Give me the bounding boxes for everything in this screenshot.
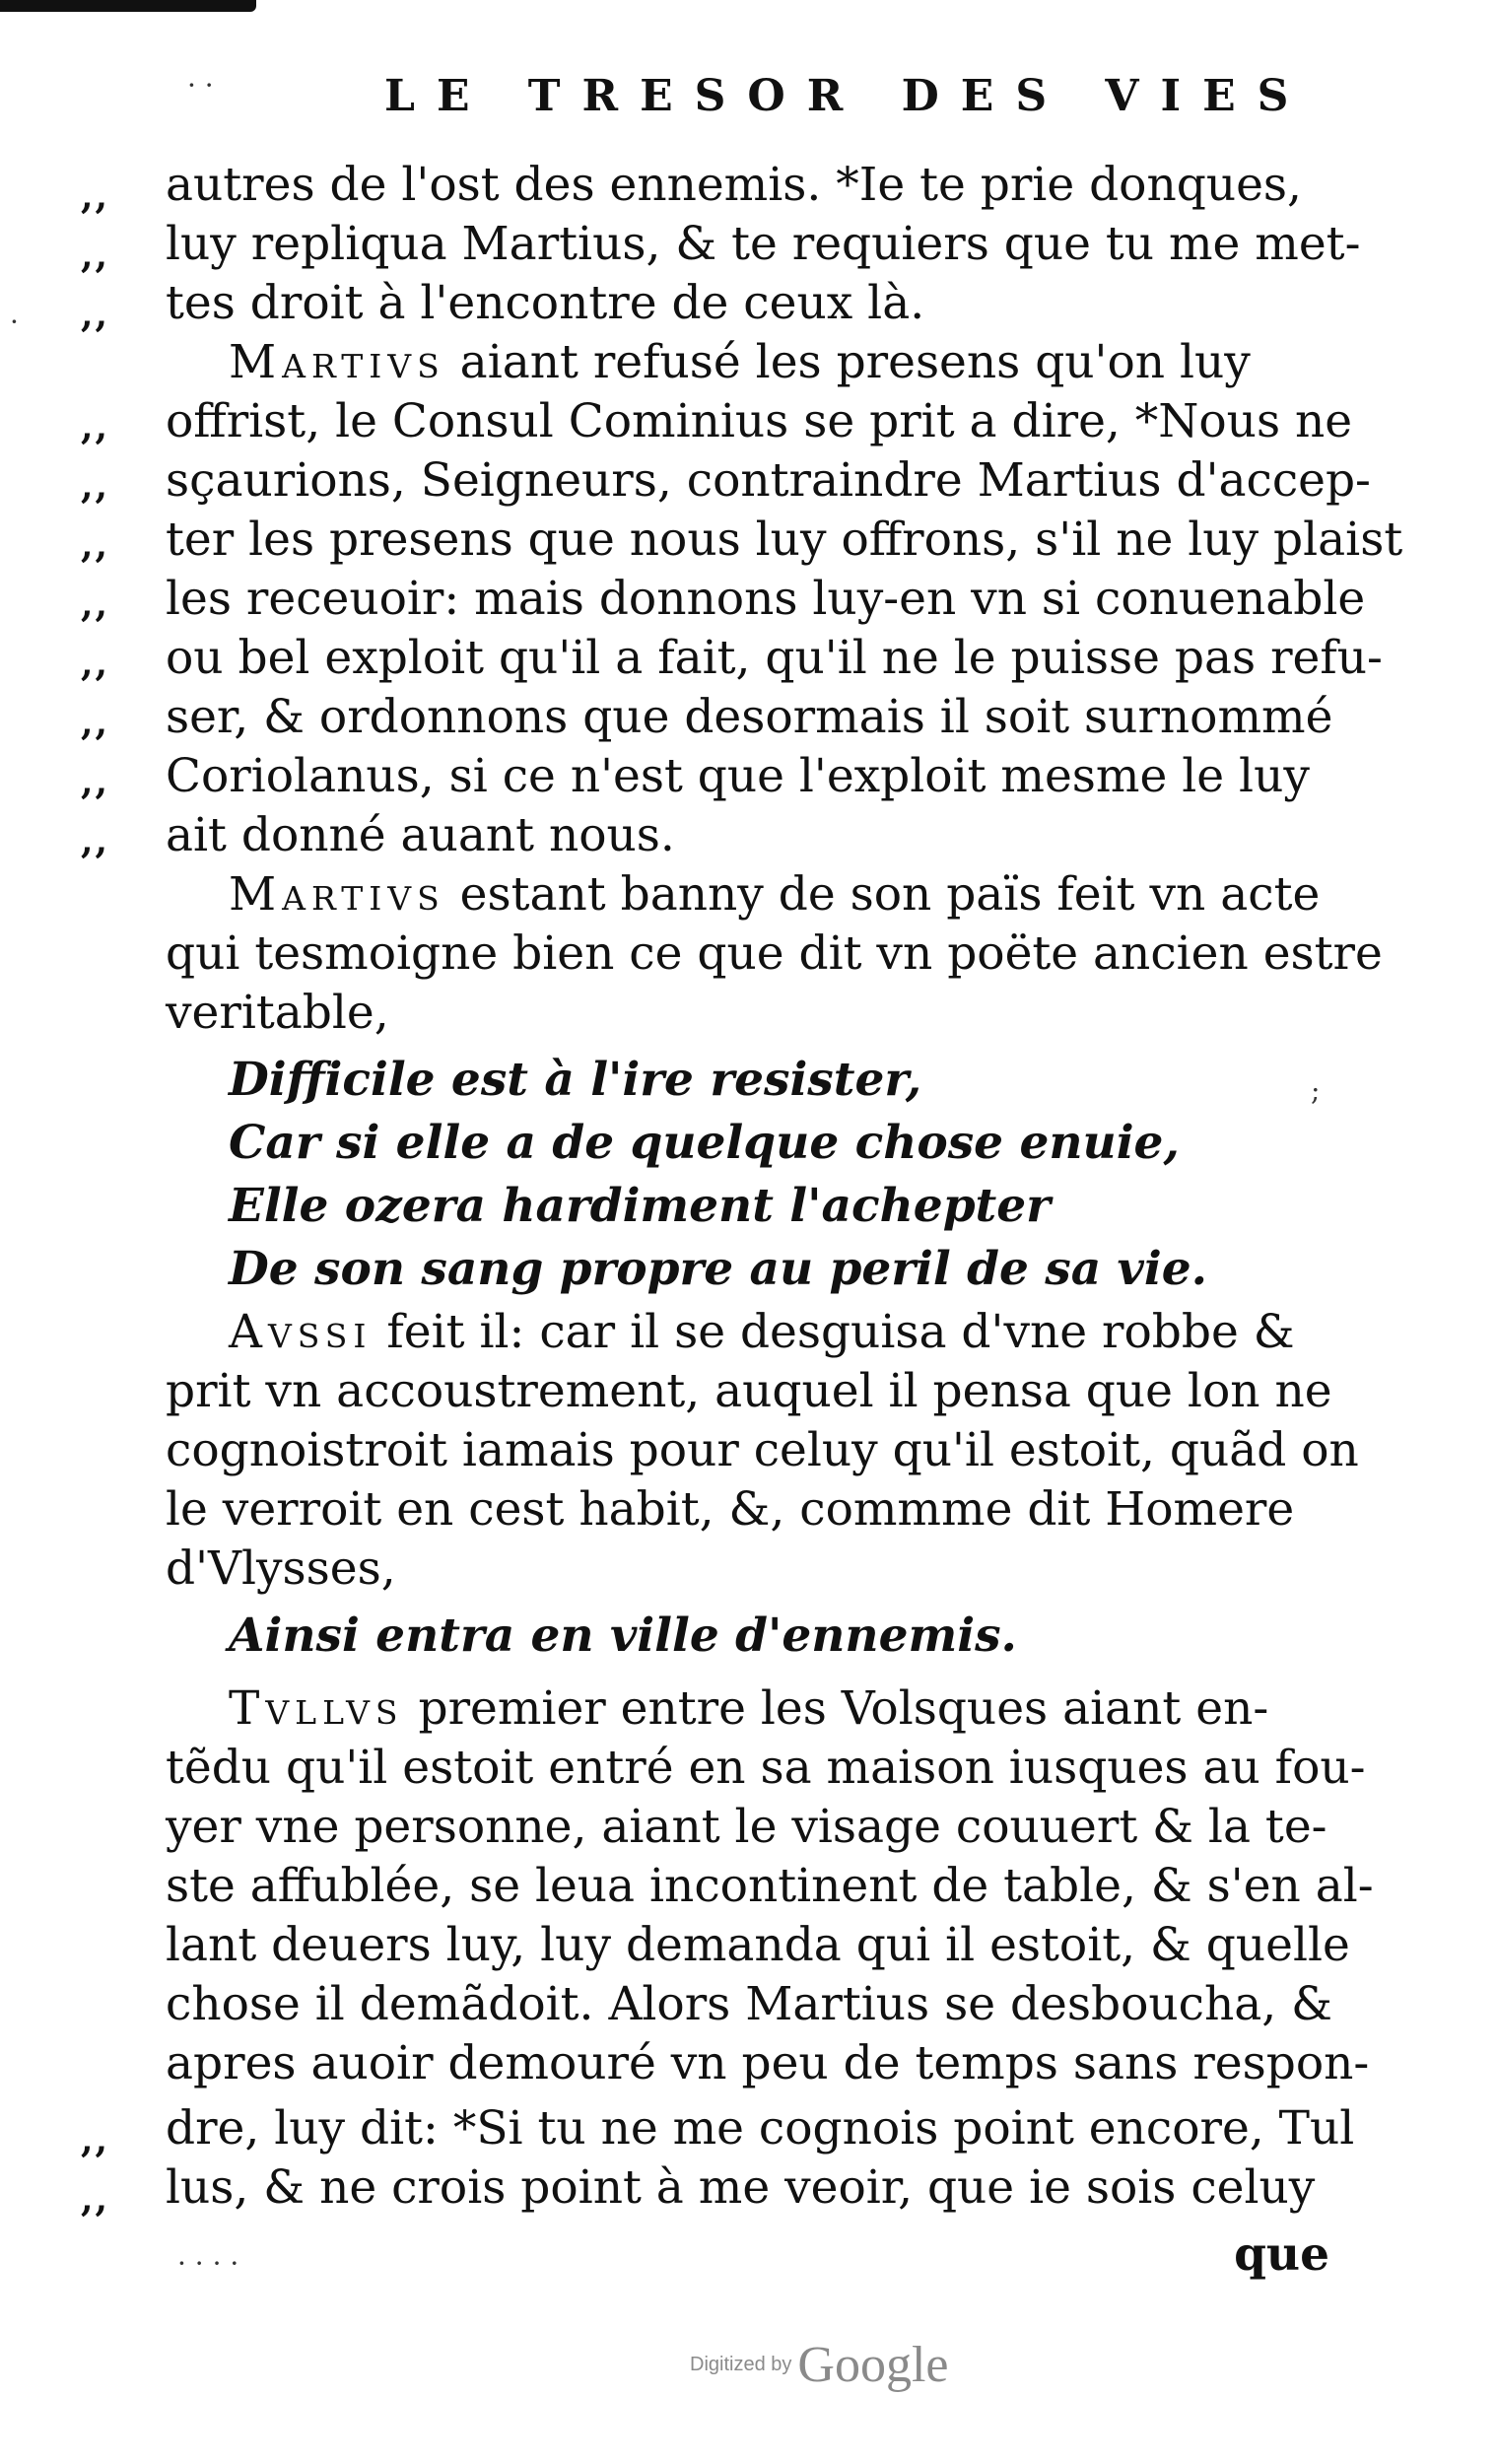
marginal-quote-mark: ,, — [81, 2178, 110, 2220]
text-line: le verroit en cest habit, &, commme dit Homere — [166, 1482, 1295, 1537]
text-line: les receuoir: mais donnons luy-en vn si conuenable — [166, 572, 1366, 626]
text-line-rest: premier entre les Volsques aiant en- — [418, 1681, 1269, 1736]
marginal-quote-mark: ,, — [81, 643, 110, 684]
google-logo: Google — [797, 2337, 949, 2393]
marginal-quote-mark: ,, — [81, 583, 110, 625]
top-edge-mark — [0, 0, 256, 12]
marginal-quote-mark: ,, — [81, 524, 110, 566]
ink-speck: ; — [1311, 1074, 1321, 1107]
text-line: Coriolanus, si ce n'est que l'exploit mesme le luy — [166, 749, 1310, 803]
marginal-quote-mark: ,, — [81, 2119, 110, 2160]
verse-line: De son sang propre au peril de sa vie. — [229, 1242, 1207, 1296]
text-line: lant deuers luy, luy demanda qui il estoit, & quelle — [166, 1918, 1350, 1972]
marginal-quote-mark: ,, — [81, 702, 110, 743]
marginal-quote-mark: ,, — [81, 235, 110, 276]
small-caps-name: Avssi — [229, 1305, 373, 1359]
text-line — [229, 1303, 1295, 1362]
marginal-quote-mark: ,, — [81, 406, 110, 447]
text-line: sçaurions, Seigneurs, contraindre Martius d'accep- — [166, 453, 1371, 508]
small-caps-name: Martivs — [229, 335, 445, 389]
text-line: veritable, — [166, 986, 389, 1040]
ink-speck: · · — [187, 69, 214, 102]
text-line: apres auoir demouré vn peu de temps sans respon- — [166, 2036, 1370, 2090]
small-caps-name: Tvllvs — [229, 1681, 404, 1736]
text-line — [229, 333, 1251, 392]
text-line: ter les presens que nous luy offrons, s'il ne luy plaist — [166, 513, 1403, 567]
text-line: qui tesmoigne bien ce que dit vn poëte ancien estre — [166, 926, 1383, 981]
text-line — [229, 865, 1320, 924]
text-line-rest: estant banny de son païs feit vn acte — [459, 867, 1321, 922]
text-line: tẽdu qu'il estoit entré en sa maison iusques au fou- — [166, 1741, 1366, 1795]
text-line — [229, 1679, 1268, 1739]
text-line: prit vn accoustrement, auquel il pensa que lon ne — [166, 1364, 1332, 1418]
text-line: autres de l'ost des ennemis. *Ie te prie donques, — [166, 158, 1302, 212]
running-head: LE TRESOR DES VIES — [384, 71, 1311, 121]
text-line-rest: aiant refusé les presens qu'on luy — [459, 335, 1251, 389]
verse-line: Car si elle a de quelque chose enuie, — [229, 1116, 1180, 1170]
text-line-rest: feit il: car il se desguisa d'vne robbe & — [386, 1305, 1295, 1359]
small-caps-name: Martivs — [229, 867, 445, 922]
text-line: lus, & ne crois point à me veoir, que ie sois celuy — [166, 2160, 1316, 2215]
text-line: yer vne personne, aiant le visage couuert & la te- — [166, 1800, 1327, 1854]
marginal-quote-mark: ,, — [81, 820, 110, 861]
text-line: luy repliqua Martius, & te requiers que tu me met- — [166, 217, 1361, 271]
text-line: d'Vlysses, — [166, 1541, 396, 1596]
marginal-quote-mark: ,, — [81, 465, 110, 507]
ink-speck: · — [10, 306, 19, 338]
text-line: ait donné auant nous. — [166, 808, 675, 862]
verse-line: Elle ozera hardiment l'achepter — [229, 1179, 1051, 1233]
catchword: que — [1234, 2227, 1329, 2282]
verse-line: Ainsi entra en ville d'ennemis. — [229, 1608, 1017, 1663]
verse-line: Difficile est à l'ire resister, — [229, 1053, 922, 1107]
marginal-quote-mark: ,, — [81, 761, 110, 802]
text-line: dre, luy dit: *Si tu ne me cognois point encore, Tul — [166, 2101, 1355, 2156]
text-line: chose il demãdoit. Alors Martius se desboucha, & — [166, 1977, 1332, 2031]
text-line: tes droit à l'encontre de ceux là. — [166, 276, 925, 330]
text-line: ser, & ordonnons que desormais il soit surnommé — [166, 690, 1333, 744]
text-line: offrist, le Consul Cominius se prit a dire, *Nous ne — [166, 394, 1353, 448]
text-line: ste affublée, se leua incontinent de table, & s'en al- — [166, 1859, 1374, 1913]
text-line: ou bel exploit qu'il a fait, qu'il ne le puisse pas refu- — [166, 631, 1383, 685]
marginal-quote-mark: ,, — [81, 175, 110, 217]
digitized-by-text: Digitized by — [690, 2354, 792, 2375]
text-line: cognoistroit iamais pour celuy qu'il estoit, quãd on — [166, 1423, 1359, 1477]
ink-speck: · · · · — [177, 2247, 239, 2280]
marginal-quote-mark: ,, — [81, 294, 110, 335]
digitized-by-watermark — [690, 2336, 948, 2394]
